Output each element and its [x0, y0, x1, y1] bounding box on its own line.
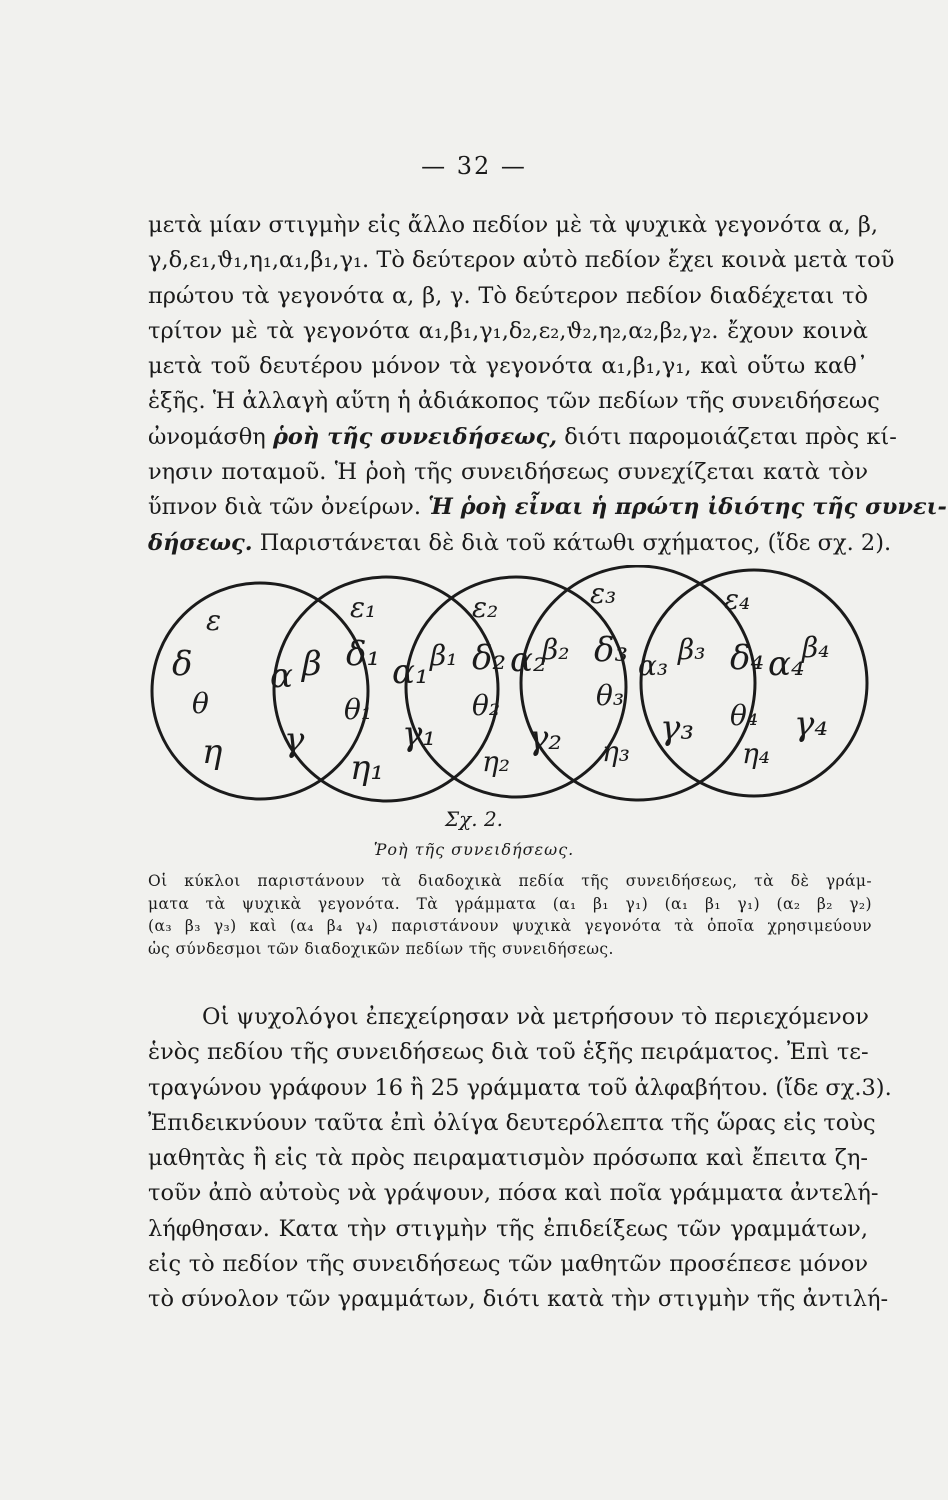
label-beta: β₄	[802, 631, 830, 664]
figure-number: Σχ. 2.	[444, 807, 504, 831]
label-alpha: α₄	[768, 644, 805, 684]
label-epsilon: ε₁	[350, 591, 377, 624]
label-gamma: γ₂	[528, 718, 562, 758]
label-alpha: α₂	[510, 640, 547, 680]
label-theta: θ₁	[344, 693, 373, 726]
text-line: πρώτου τὰ γεγονότα α, β, γ. Τὸ δεύτερον πεδίον διαδέχεται τὸ	[148, 282, 868, 309]
text-line: μετὰ τοῦ δευτέρου μόνον τὰ γεγονότα α₁,β₁,γ₁, καὶ οὕτω καθ᾿	[148, 353, 868, 380]
field-circle-2	[274, 577, 501, 801]
text-run: ὕπνον διὰ τῶν ὀνείρων.	[148, 494, 429, 521]
text-line: γ,δ,ε₁,ϑ₁,η₁,α₁,β₁,γ₁. Τὸ δεύτερον αὐτὸ πεδίον ἔχει κοινὰ μετὰ τοῦ	[148, 247, 895, 274]
label-theta: θ₄	[730, 699, 759, 732]
text-line	[148, 420, 897, 455]
label-delta: δ₂	[472, 638, 507, 678]
label-theta: θ	[192, 687, 209, 720]
page-number: — 32 —	[421, 152, 527, 180]
label-alpha: α₃	[638, 649, 669, 682]
text-line: εἰς τὸ πεδίον τῆς συνειδήσεως τῶν μαθητῶν προσέπεσε μόνον	[148, 1251, 868, 1278]
text-line: νησιν ποταμοῦ. Ἡ ῥοὴ τῆς συνειδήσεως συνεχίζεται κατὰ τὸν	[148, 459, 868, 486]
text-line: μαθητὰς ἢ εἰς τὰ πρὸς πειραματισμὸν πρόσωπα καὶ ἔπειτα ζη-	[148, 1145, 868, 1172]
text-line	[148, 526, 892, 561]
label-eta: η₃	[602, 735, 630, 768]
label-eta: η	[202, 732, 223, 772]
label-eta: η₄	[742, 737, 770, 770]
paragraph-2	[148, 1000, 892, 1318]
label-gamma: γ₁	[402, 714, 436, 754]
caption-line: ματα τὰ ψυχικὰ γεγονότα. Τὰ γράμματα (α₁ β₁ γ₁) (α₁ β₁ γ₁) (α₂ β₂ γ₂)	[148, 894, 872, 913]
text-line: μετὰ μίαν στιγμὴν εἰς ἄλλο πεδίον μὲ τὰ ψυχικὰ γεγονότα α, β,	[148, 212, 878, 238]
label-gamma: γ₄	[794, 704, 828, 744]
text-run: Παριστάνεται δὲ διὰ τοῦ κάτωθι σχήματος, (ἴδε σχ. 2).	[252, 529, 892, 556]
label-epsilon: ε₄	[724, 583, 751, 616]
text-run: ὠνομάσθη	[148, 423, 273, 450]
label-beta: β	[302, 644, 322, 684]
text-line	[148, 490, 947, 525]
label-delta: δ₃	[594, 630, 629, 670]
label-theta: θ₃	[596, 679, 625, 712]
label-alpha: α₁	[392, 652, 429, 692]
field-circle-3	[406, 577, 629, 797]
paragraph-1	[148, 208, 947, 561]
consciousness-stream-diagram	[150, 565, 870, 815]
caption-line: (α₃ β₃ γ₃) καὶ (α₄ β₄ γ₄) παριστάνουν ψυχικὰ γεγονότα τὰ ὁποῖα χρησιμεύουν	[148, 917, 872, 936]
label-epsilon: ε₂	[472, 591, 499, 624]
caption-line: ὡς σύνδεσμοι τῶν διαδοχικῶν πεδίων τῆς συνειδήσεως.	[148, 939, 614, 958]
text-run: διότι παρομοιάζεται πρὸς κί-	[557, 423, 897, 450]
figure-caption	[148, 870, 872, 960]
label-eta: η₂	[482, 745, 510, 778]
label-beta: β₂	[542, 633, 570, 666]
text-line: λήφθησαν. Κατα τὴν στιγμὴν τῆς ἐπιδείξεως τῶν γραμμάτων,	[148, 1215, 868, 1242]
text-line: τὸ σύνολον τῶν γραμμάτων, διότι κατὰ τὴν στιγμὴν τῆς ἀντιλή-	[148, 1286, 889, 1313]
label-beta: β₁	[430, 639, 458, 672]
label-theta: θ₂	[472, 689, 501, 722]
label-delta: δ	[172, 644, 193, 684]
label-delta: δ₁	[346, 634, 381, 674]
text-line: τρίτον μὲ τὰ γεγονότα α₁,β₁,γ₁,δ₂,ε₂,ϑ₂,η₂,α₂,β₂,γ₂. ἔχουν κοινὰ	[148, 317, 868, 344]
field-circle-4	[521, 566, 755, 800]
emphasis-term: ῥοὴ τῆς συνειδήσεως,	[272, 423, 558, 450]
label-epsilon: ε	[206, 604, 222, 637]
figure-title: Ῥοὴ τῆς συνειδήσεως.	[373, 840, 575, 859]
text-line: Οἱ ψυχολόγοι ἐπεχείρησαν νὰ μετρήσουν τὸ περιεχόμενον	[202, 1004, 869, 1030]
label-gamma: γ₃	[660, 708, 694, 748]
field-circle-1	[152, 583, 368, 799]
text-line: ἑνὸς πεδίου τῆς συνειδήσεως διὰ τοῦ ἑξῆς πειράματος. Ἐπὶ τε-	[148, 1039, 869, 1066]
label-beta: β₃	[678, 633, 706, 666]
text-line: τραγώνου γράφουν 16 ἢ 25 γράμματα τοῦ ἀλφαβήτου. (ἴδε σχ.3).	[148, 1074, 892, 1101]
text-line: ἑξῆς. Ἡ ἀλλαγὴ αὕτη ἡ ἀδιάκοπος τῶν πεδίων τῆς συνειδήσεως	[148, 388, 880, 415]
label-epsilon: ε₃	[590, 577, 617, 610]
label-alpha: α	[270, 656, 293, 696]
emphasis-term: δήσεως.	[148, 529, 253, 556]
caption-line: Οἱ κύκλοι παριστάνουν τὰ διαδοχικὰ πεδία τῆς συνειδήσεως, τὰ δὲ γράμ-	[148, 872, 872, 890]
emphasis-term: Ἡ ῥοὴ εἶναι ἡ πρώτη ἰδιότης τῆς συνει-	[428, 494, 947, 521]
label-gamma: γ	[284, 720, 305, 760]
text-line: τοῦν ἀπὸ αὐτοὺς νὰ γράψουν, πόσα καὶ ποῖα γράμματα ἀντελή-	[148, 1180, 879, 1207]
text-line: Ἐπιδεικνύουν ταῦτα ἐπὶ ὀλίγα δευτερόλεπτα τῆς ὥρας εἰς τοὺς	[148, 1109, 876, 1136]
label-eta: η₁	[350, 748, 384, 788]
label-delta: δ₄	[730, 638, 765, 678]
